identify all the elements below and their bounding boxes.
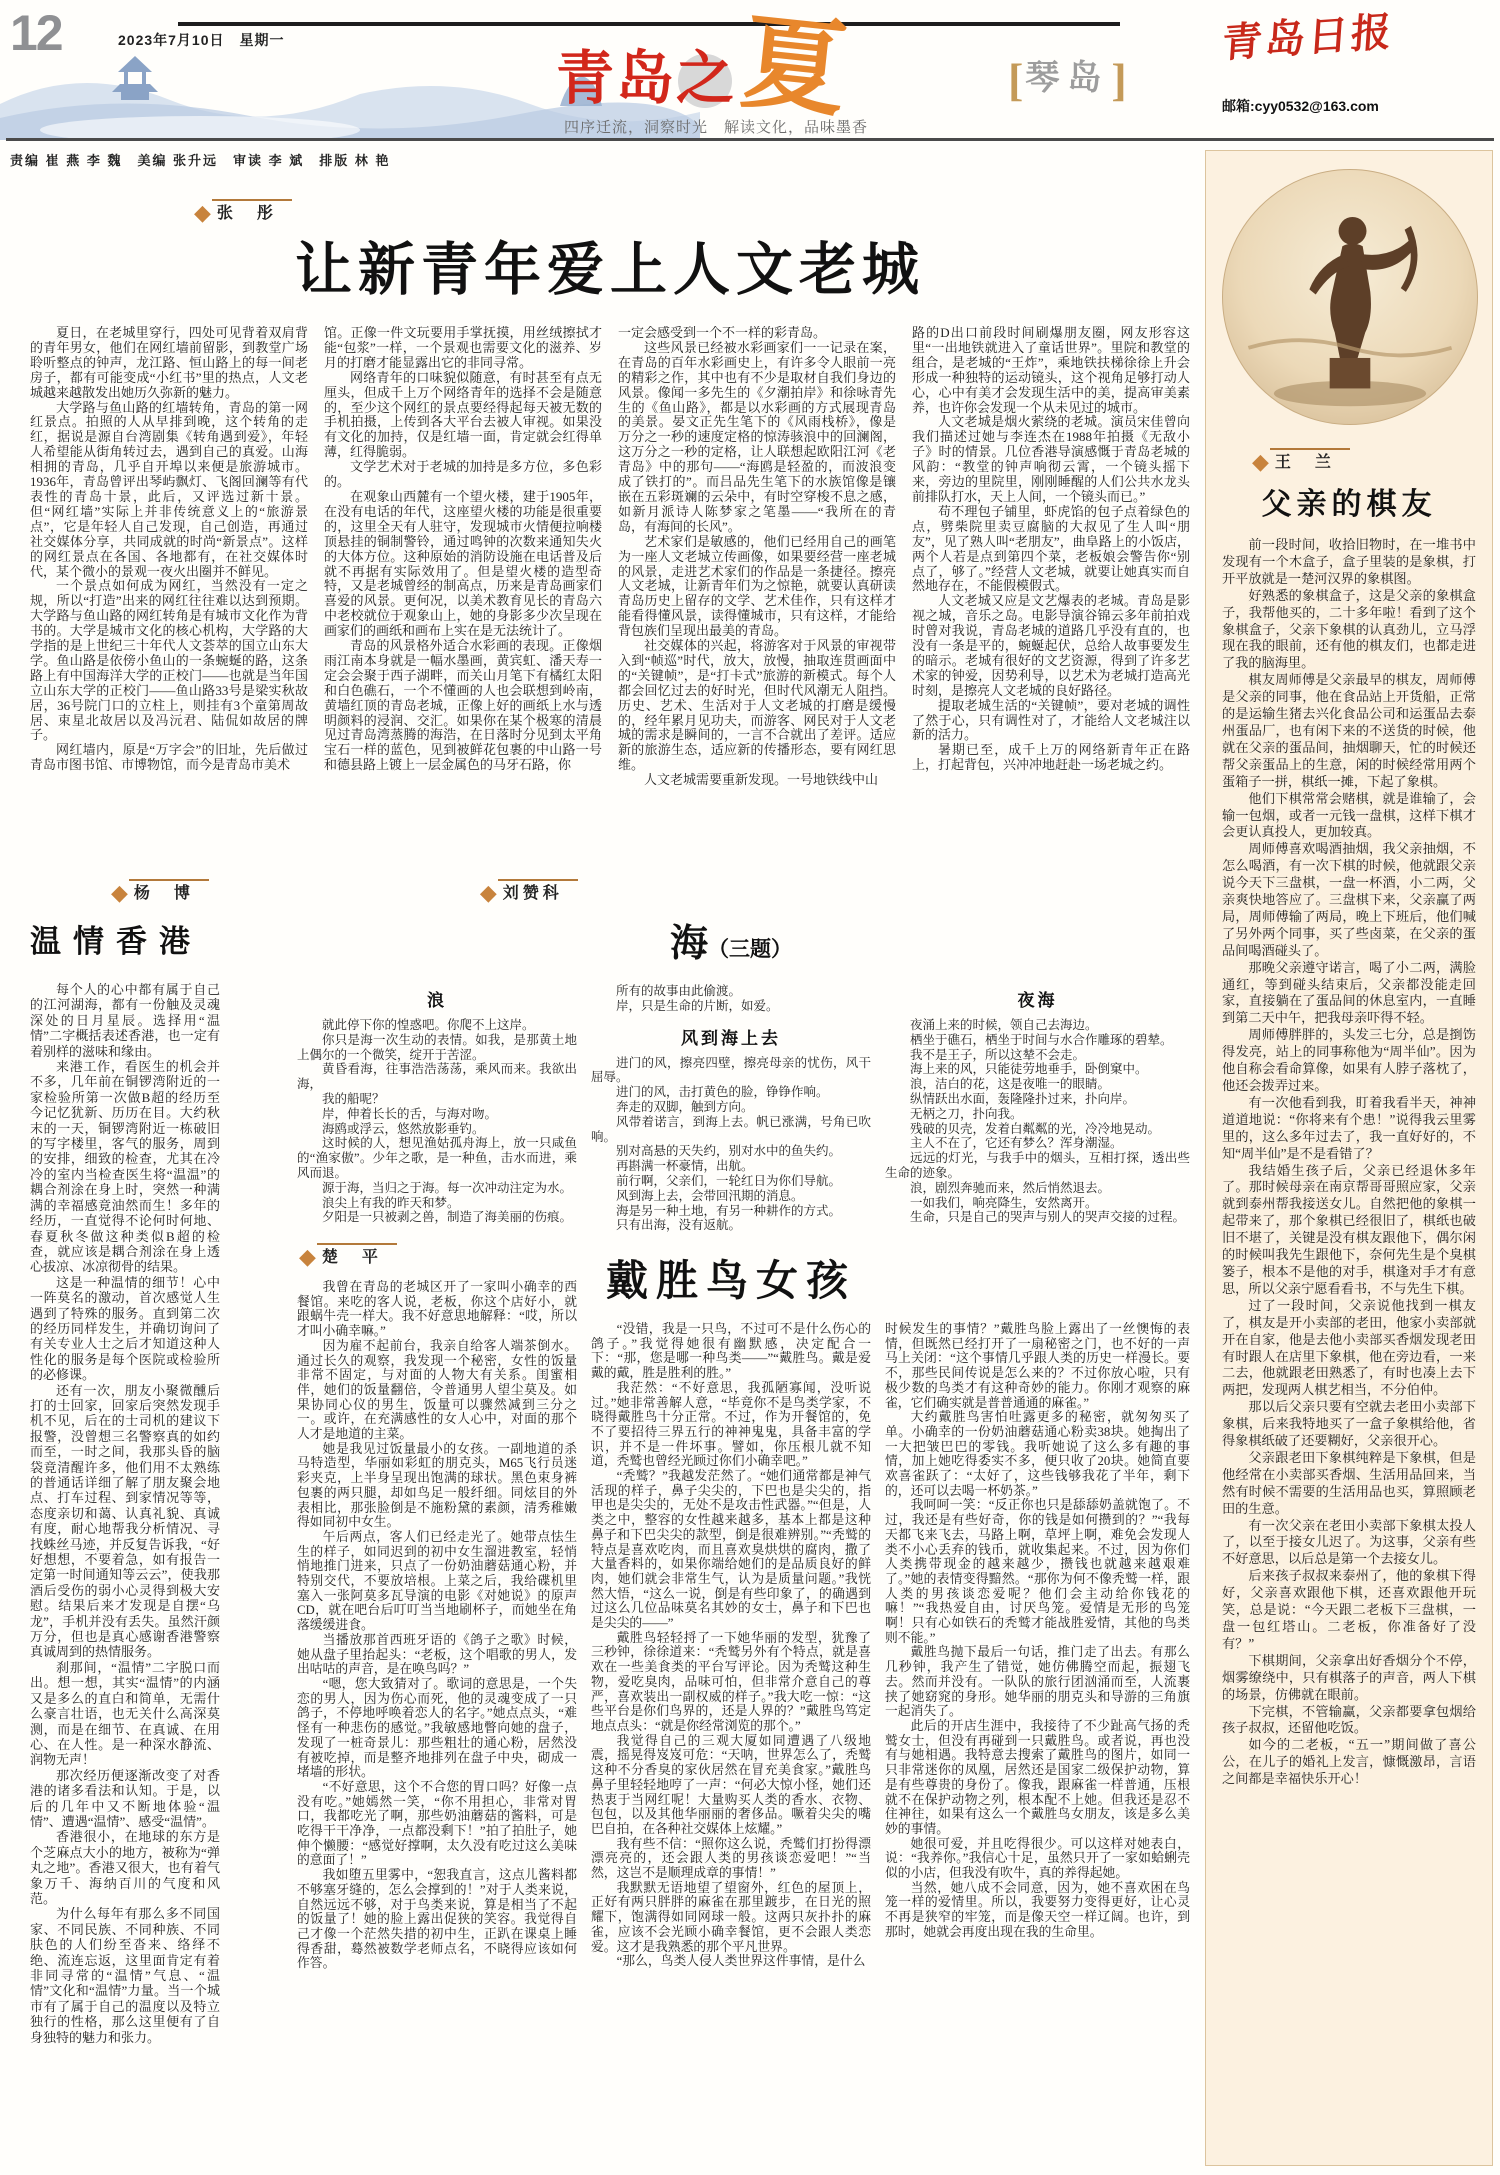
poem-lang: 浪 就此停下你的惶惑吧。你爬不上这岸。 你只是海一次生动的表情。如我，是那黄土地上偶尔的一个微笑，绽开于苦涩。 黄昏看海，往事浩浩荡荡，乘风而来。我欲出海， 我的船呢？ 岸，伸着长长的舌，与海对吻。 海鸥或浮云，悠然放影垂钓。 这时候的人，想见渔姑孤舟海上，放一只咸鱼的“渔家傲”。少年之歌，是一种鱼，击水而进，乘风而退。 源于海，当归之于海。每一次冲动注定为水。 浪尖上有我的昨天和梦。 夕阳是一只被剥之兽，制造了海美丽的伤痕。 xyxy=(297,984,577,1242)
essay-body: 每个人的心中都有属于自己的江河湖海，都有一份触及灵魂深处的日月星辰。选择用“温情”二字概括表述香港，也一定有着别样的滋味和缘由。 来港工作，看医生的机会并不多，几年前在铜锣湾附近的一家检验所第一次做B超的经历至今记忆犹新、历历在目。大约秋末的一天，铜锣湾附近一栋破旧的写字楼里，客气的服务，周到的安排，细致的检查，尤其在冷冷的室内当检查医生将“温温”的耦合剂涂在身上时，突然一种满满的幸福感竟油然而生！多年的经历，一直觉得不论何时何地、春夏秋冬做这种类似B超的检查，就应该是耦合剂涂在身上透心拔凉、冰凉彻骨的结果。 这是一种温情的细节！心中一阵莫名的激动，首次感觉人生遇到了特殊的服务。直到第二次的经历同样发生，并确切询问了有关专业人士之后才知道这种人性化的服务是每个医院或检验所的必修课。 还有一次，朋友小聚微醺后打的士回家，回家后突然发现手机不见，后在的士司机的建议下报警，没曾想三名警察真的如约而至，一时之间，我那头昏的脑袋竟清醒许多，他们用不太熟练的普通话详细了解了朋友聚会地点、打车过程、到家情况等等，态度亲切和蔼、认真礼貌、真诚有度，耐心地帮我分析情况、寻找蛛丝马迹，并反复告诉我，“好好想想，不要着急，如有报告一定第一时间通知等云云”，使我那酒后受伤的弱小心灵得到极大安慰。结果后来才发现是自摆“乌龙”，手机并没有丢失。虽然汗颜万分，但也是真心感谢香港警察真诚周到的热情服务。 刹那间，“温情”二字脱口而出。想一想，其实“温情”的内涵又是多么的直白和简单，无需什么豪言壮语，也无关什么高深莫测，而是在细节、在真诚、在用心、在人性。是一种深水静流、润物无声！ 那次经历便逐渐改变了对香港的诸多看法和认知。于是，以后的几年中又不断地体验“温情”、遭遇“温情”、感受“温情”。 香港很小，在地球的东方是个芝麻点大小的地方，被称为“弹丸之地”。香港又很大，也有着气象万千、海纳百川的气度和风范。 为什么每年有那么多不同国家、不同民族、不同种族、不同肤色的人们纷至沓来、络绎不绝、流连忘返，这里面肯定有着非同寻常的“温情”气息、“温情”文化和“温情”力量。当一个城市有了属于自己的温度以及特立独行的性格，那么这里便有了自身独特的魅力和张力。 xyxy=(30,982,220,2045)
diamond-icon: ◆ xyxy=(194,200,211,225)
byline-liuzanke: ◆ 刘赞科 xyxy=(478,880,563,904)
poem-subtitle-lang: 浪 xyxy=(427,991,447,1010)
diamond-icon: ◆ xyxy=(1252,449,1269,474)
byline-wanglan: ◆ 王 兰 xyxy=(1250,449,1335,473)
sea-title-row xyxy=(297,912,1190,974)
byline-zhangtong: ◆ 张 彤 xyxy=(192,200,277,224)
masthead-tagline: 四序迁流，洞察时光 解读文化，品味墨香 xyxy=(564,120,869,136)
diamond-icon: ◆ xyxy=(479,880,497,905)
header-rule xyxy=(178,22,1120,26)
byline-chuping: ◆ 楚 平 xyxy=(297,1244,382,1268)
poem-subtitle-wind: 风到海上去 xyxy=(681,1028,781,1048)
statue-photo xyxy=(1222,169,1478,425)
masthead xyxy=(556,4,916,138)
sidebar-title: 父亲的棋友 xyxy=(1261,488,1437,521)
newspaper-brand-calligraphy: 青岛日报 xyxy=(1220,8,1396,67)
sea-columns xyxy=(297,984,1190,1242)
masthead-title: 青岛之 xyxy=(556,46,737,111)
sidebar-box xyxy=(1205,150,1493,2166)
sea-title-suffix: （三题） xyxy=(708,937,792,961)
main-col-1: 夏日，在老城里穿行，四处可见背着双肩背的青年男女，他们在网红墙前留影，到教堂广场聆听整点的钟声，龙江路、恒山路上的每一间老房子，都有可能变成“小红书”里的热点，人文老城越来越散发出她历久弥新的魅力。 大学路与鱼山路的红墙转角，青岛的第一网红景点。拍照的人从早排到晚，这个转角的走红，据说是源自台湾剧集《转角遇到爱》，年轻人希望能从街角转过去，遇到自己的真爱。山海相拥的青岛，几乎自开埠以来便是旅游城市。1936年，青岛曾评出琴屿飘灯、飞阁回澜等有代表性的青岛十景，此后，又评选过新十景。但“网红墙”实际上并非传统意义上的“旅游景点”，它是年轻人自己发现，自己创造，再通过社交媒体分享，共同成就的时尚“新景点”。这样的网红景点在各国、各地都有，在社交媒体时代，某个微小的景观一夜火出圈并不鲜见。 一个景点如何成为网红，当然没有一定之规，所以“打造”出来的网红往往难以达到预期。大学路与鱼山路的网红转角是有城市文化作为背书的。大学是城市文化的核心机构，大学路的大学指的是上世纪三十年代人文荟萃的国立山东大学。鱼山路是依傍小鱼山的一条蜿蜒的路，这条路上有中国海洋大学的正校门——也就是当年国立山东大学的正校门——鱼山路33号是梁实秋故居，36号院门口的立柱上，则挂有3个童第周故居、束星北故居以及冯沅君、陆侃如故居的牌子。 网红墙内，原是“万字会”的旧址，先后做过青岛市图书馆、市博物馆，而今是青岛市美术 xyxy=(30,326,308,773)
bird-col-1: 我曾在青岛的老城区开了一家叫小确幸的西餐馆。来吃的客人说，老板，你这个店好小，就跟蜗牛壳一样大。我不好意思地解释：“哎，所以才叫小确幸嘛。” 因为雇不起前台，我亲自给客人端茶倒水。通过长久的观察，我发现一个秘密，女性的饭量非常不固定，与对面的人物大有关系。闺蜜相伴，她们的饭量翻倍，令普通男人望尘莫及。如果协同心仪的男生，饭量可以骤然减到三分之一。或许，在充满感性的女人心中，对面的那个人才是地道的主菜。 她是我见过饭量最小的女孩。一副地道的杀马特造型，华丽如彩虹的朋克头，M65飞行员迷彩夹克，上半身呈现出饱满的球状。黑色束身裤包裹的两只腿，却如鸟足一般纤细。同炫目的外表相比，那张脸倒是不施粉黛的素颜，清秀稚嫩得如同初中女生。 午后两点，客人们已经走光了。她带点怯生生的样子，如同迟到的初中女生溜进教室，轻悄悄地推门进来，只点了一份奶油蘑菇通心粉，并特别交代，不要放培根。上菜之后，我给碟机里塞入一张阿莫多瓦导演的电影《对她说》的原声CD，就在吧台后叮叮当当地刷杯子，而她坐在角落缓缓进食。 当播放那首西班牙语的《鸽子之歌》时候，她从盘子里抬起头：“老板，这个唱歌的男人，发出咕咕的声音，是在唤鸟吗？” “嗯，您大致猜对了。歌词的意思是，一个失恋的男人，因为伤心而死，他的灵魂变成了一只鸽子，不停地呼唤着恋人的名字。”她点点头，“难怪有一种悲伤的感觉。”我敏感地瞥向她的盘子，发现了一桩奇景儿：那些粗壮的通心粉，居然没有被吃掉，而是整齐地排列在盘子中央，砌成一堵墙的形状。 “不好意思，这个不合您的胃口吗？好像一点没有吃。”她嫣然一笑，“你不用担心，非常对胃口，我都吃光了啊，那些奶油蘑菇的酱料，可是吃得干干净净，一点都没剩下！”拍了拍肚子，她伸个懒腰：“感觉好撑啊，太久没有吃过这么美味的意面了！” 我如堕五里雾中，“恕我直言，这点儿酱料都不够塞牙缝的，怎么会撑到的！”对于人类来说，自然远远不够，对于鸟类来说，算是相当了不起的饭量了！她的脸上露出促狭的笑容。我觉得自己才像一个茫然失措的初中生，正趴在课桌上睡得香甜，蓦然被数学老师点名，不晓得应该如何作答。 xyxy=(297,1280,577,1971)
editors-line: 责编 崔 燕 李 魏 美编 张升远 审读 李 斌 排版 林 艳 xyxy=(10,153,391,168)
sidebar-body: 前一段时间，收拾旧物时，在一堆书中发现有一个木盒子，盒子里装的是象棋，打开平放就是一楚河汉界的象棋图。 好熟悉的象棋盒子，这是父亲的象棋盒子，我帮他买的，二十多年啦！看到了这个象棋盒子，父亲下象棋的认真劲儿，立马浮现在我的眼前，还有他的棋友们，也都走进了我的脑海里。 棋友周师傅是父亲最早的棋友，周师傅是父亲的同事，他在食品站上开货船，正常的是运输生猪去兴化食品公司和运蛋品去泰州蛋品厂，也有闲下来的不送货的时候，他就在父亲的蛋品间，抽烟聊天，忙的时候还帮父亲蛋品上的生意，闲的时候经常用两个蛋箱子一拼，棋纸一摊，下起了象棋。 他们下棋常常会赌棋，就是谁输了，会输一包烟，或者一元钱一盘棋，这样下棋才会更认真投人，更加较真。 周师傅喜欢喝酒抽烟，我父亲抽烟，不怎么喝酒，有一次下棋的时候，他就跟父亲说今天下三盘棋，一盘一杯酒，小二两，父亲爽快地答应了。三盘棋下来，父亲赢了两局，周师傅输了两局，晚上下班后，他们喊了另外两个同事，买了些卤菜，在父亲的蛋品间喝酒碰头了。 那晚父亲遵守诺言，喝了小二两，满脸通红，等到碰头结束后，父亲都没能走回家，直接躺在了蛋品间的休息室内，一直睡到第二天中午，把我母亲吓得不轻。 周师傅胖胖的，头发三七分，总是捯饬得发亮，站上的同事称他为“周半仙”。因为他自称会看命算像，如果有人脖子落枕了，他还会拨弄过来。 有一次他看到我，盯着我看半天，神神道道地说：“你将来有个患！”说得我云里雾里的，这么多年过去了，我一直好好的，不知“周半仙”是不是看错了？ 我结婚生孩子后，父亲已经退休多年了。那时候母亲在南京帮哥哥照应家，父亲就到泰州帮我接送女儿。自然把他的象棋一起带来了，那个象棋已经很旧了，棋纸也破旧不堪了，关键是没有棋友跟他下，偶尔闲的时候叫我先生跟他下，奈何先生是个臭棋篓子，根本不是他的对手，棋逢对手才有意思，所以父亲宁愿看看书，不与先生下棋。 过了一段时间，父亲说他找到一棋友了，棋友是开小卖部的老田，他家小卖部就开在自家，他是去他小卖部买香烟发现老田有时跟人在店里下象棋，他在旁边看，一来二去，他就跟老田熟悉了，有时也凑上去下两把，发现两人棋艺相当，不分伯仲。 那以后父亲只要有空就去老田小卖部下象棋，后来我特地买了一盒子象棋给他，省得象棋纸破了还要糊好，父亲很开心。 父亲跟老田下象棋纯粹是下象棋，但是他经常在小卖部买香烟、生活用品回来，当然有时候不需要的生活用品也买，算照顾老田的生意。 有一次父亲在老田小卖部下象棋太投人了，以至于接女儿迟了。为这事，父亲有些不好意思，以后总是第一个去接女儿。 后来孩子叔叔来泰州了，他的象棋下得好，父亲喜欢跟他下棋，还喜欢跟他开玩笑，总是说：“今天跟二老板下三盘棋，一盘一包红塔山。二老板，你准备好了没有？” 下棋期间，父亲拿出好香烟分个不停，烟雾缭绕中，只有棋落子的声音，两人下棋的场景，仿佛就在眼前。 下完棋，不管输赢，父亲都要拿包烟给孩子叔叔，还留他吃饭。 如今的二老板，“五一”期间做了喜公公，在儿子的婚礼上发言，慷慨激昂，言语之间都是幸福快乐开心！ xyxy=(1222,537,1476,1787)
main-col-3: 一定会感受到一个不一样的彩青岛。 这些风景已经被水彩画家们一一记录在案，在青岛的百年水彩画史上，有许多令人眼前一亮的精彩之作，其中也有不少是取材自我们身边的风景。像闻一多先生的《夕潮拍岸》和徐咏青先生的《鱼山路》，都是以水彩画的方式展现青岛的美景。晏文正先生笔下的《风雨栈桥》，像是万分之一秒的速度定格的惊涛骇浪中的回澜阁，这万分之一秒的定格，让人联想起欧阳江河《老青岛》中的那句——“海鸥是轻盈的，而波浪变成了铁打的”。而吕品先生笔下的水族馆像是镶嵌在五彩斑斓的云朵中，有时空穿梭不息之感，如新月派诗人陈梦家之笔墨——“我所在的青岛，有海间的长风”。 艺术家们是敏感的，他们已经用自己的画笔为一座人文老城立传画像，如果要经营一座老城的风景，走进艺术家们的作品是一条捷径。擦亮人文老城，让新青年们为之惊艳，就要认真研读青岛历史上留存的文学、艺术佳作，只有这样才能看得懂风景，读得懂城市，只有这样，才能给背包族们呈现出最美的青岛。 社交媒体的兴起，将游客对于风景的审视带入到“帧巡”时代，放大，放慢，抽取连贯画面中的“关键帧”，是“打卡式”旅游的新模式。每个人都会回忆过去的好时光，但时代风潮无人阻挡。历史、艺术、生活对于人文老城的打磨是缓慢的，经年累月见功夫，而游客、网民对于人文老城的需求是瞬间的，一言不合就出了差评。适应新的旅游生态，适应新的传播形态，要有网红思维。 人文老城需要重新发现。一号地铁线中山 xyxy=(618,326,896,788)
divider-rule xyxy=(6,138,1494,141)
essay-title: 温情香港 xyxy=(30,924,202,959)
diamond-icon: ◆ xyxy=(110,880,128,905)
bird-col-3: 时候发生的事情？”戴胜鸟脸上露出了一丝懊悔的表情，但既然已经打开了一扇秘密之门，也不好的一声马上关闭：“这个事情几乎跟人类的历史一样漫长。要不，那些民间传说是怎么来的？不过你放心啦，只有极少数的鸟类才有这种奇妙的能力。你刚才观察的麻雀，它们确实就是普普通通的麻雀。” 大约戴胜鸟害怕吐露更多的秘密，就匆匆买了单。小确幸的一份奶油蘑菇通心粉卖38块。她掏出了一大把皱巴巴的零钱。我听她说了这么多有趣的事情，加上她吃得委实不多，便只收了20块。她简直要欢喜雀跃了：“太好了，这些钱够我花了半年，剩下的，还可以去喝一杯奶茶。” 我呵呵一笑：“反正你也只是舔舔奶盖就饱了。不过，我还是有些好奇，你的钱是如何攒到的？”“我每天都飞来飞去，马路上啊，草坪上啊，难免会发现人类不小心丢弃的钱币，就收集起来。不过，因为你们人类携带现金的越来越少，攒钱也就越来越艰难了。”她的表情变得黯然。“那你为何不像秃鹫一样，跟人类的男孩谈恋爱呢？他们会主动给你钱花的嘛！”“我热爱自由，讨厌鸟笼。爱情是无形的鸟笼啊！只有心如铁石的秃鹫才能战胜爱情，其他的鸟类则不能。” 戴胜鸟抛下最后一句话，推门走了出去。有那么几秒钟，我产生了错觉，她仿佛腾空而起，振翅飞去。然而并没有。一队队的旅行团汹涌而至，人流裹挟了她窈窕的身形。她华丽的朋克头和导游的三角旗一起消失了。 此后的开店生涯中，我接待了不少趾高气扬的秃鹫女士，但没有再碰到一只戴胜鸟。或者说，再也没有与她相遇。我特意去搜索了戴胜鸟的图片，如同一只非常迷你的凤凰，居然还是国家二级保护动物，算是有些尊贵的身份了。像我，跟麻雀一样普通，压根就不在保护动物之列，根本配不上她。但我还是忍不住神往，如果有这么一个戴胜鸟女朋友，该是多么美妙的事情。 她很可爱，并且吃得很少。可以这样对她表白，说：“我养你。”我信心十足，虽然只开了一家如蛤蜊壳似的小店，但我没有吹牛，真的养得起她。 当然，她八成不会同意，因为，她不喜欢困在鸟笼一样的爱情里。所以，我要努力变得更好，让心灵不再是狭窄的牢笼，而是像天空一样辽阔。也许，到那时，她就会再度出现在我的生命里。 xyxy=(885,1322,1190,1939)
page-number: 12 xyxy=(10,5,62,61)
byline-yangbo: ◆ 杨 博 xyxy=(109,880,194,904)
statue-figure-icon xyxy=(1309,217,1417,358)
sea-title: 海 xyxy=(669,923,708,965)
poem-wind: 所有的故事由此偷渡。 岸，只是生命的片断，如爱。 风到海上去 进门的风，擦亮四壁，擦亮母亲的忧伤，风干屈辱。 进门的风，击打黄色的脸，铮铮作响。 奔走的双脚，触到方向。 风带着诺言，到海上去。帆已涨满，号角已吹响。 别对高悬的天失约，别对水中的鱼失约。 再斟满一杯豪情，出航。 前行啊，父亲们，一轮红日为你们导航。 风到海上去，会带回汛期的消息。 海是另一种土地，有另一种耕作的方式。 只有出海，没有返航。 xyxy=(591,984,871,1233)
bird-title: 戴胜鸟女孩 xyxy=(605,1257,856,1304)
bird-col-2: “没错，我是一只鸟，不过可不是什么伤心的鸽子。”我觉得她很有幽默感，决定配合一下：“那，您是哪一种鸟类——”“戴胜鸟。戴是爱戴的戴，胜是胜利的胜。” 我茫然：“不好意思，我孤陋寡闻，没听说过。”她非常善解人意，“毕竟你不是鸟类学家，不晓得戴胜鸟十分正常。不过，作为开餐馆的，免不了要招待三界五行的神神鬼鬼，具备丰富的学识，并不是一件坏事。譬如，你压根儿就不知道，秃鹫也曾经光顾过你们小确幸吧。” “秃鹫？”我越发茫然了。“她们通常都是神气活现的样子，鼻子尖尖的，下巴也是尖尖的，指甲也是尖尖的，无处不是攻击性武器。”“但是，人类之中，整容的女性越来越多，基本上都是这种鼻子和下巴尖尖的款型，倒是很难辨别。”“秃鹫的特点是喜欢吃肉，而且喜欢臭烘烘的腐肉，撒了大量香料的，如果你端给她们的是品质良好的鲜肉，她们就会非常生气，认为是质量问题。”我恍然大悟，“这么一说，倒是有些印象了，的确遇到过这么几位品味莫名其妙的女士，鼻子和下巴也是尖尖的——” 戴胜鸟轻轻捋了一下她华丽的发型，犹豫了三秒钟，徐徐道来：“秃鹫另外有个特点，就是喜欢在一些美食类的平台写评论。因为秃鹫这种生物，爱吃臭肉，品味可怕，但非常介意自己的尊严，喜欢装出一副权威的样子。”我大吃一惊：“这些平台是你们鸟界的，还是人界的？”戴胜鸟笃定地点点头：“就是你经常浏览的那个。” 我觉得自己的三观大厦如同遭遇了八级地震，摇晃得岌岌可危：“天呐，世界怎么了，秃鹫这种不分香臭的家伙居然在冒充美食家。”戴胜鸟鼻子里轻轻地哼了一声：“何必大惊小怪，她们还热衷于当网红呢！大量购买人类的香水、衣物、包包，以及其他华丽丽的奢侈品。噘着尖尖的嘴巴自拍，在各种社交媒体上炫耀。” 我有些不信：“照你这么说，秃鹫们打扮得漂漂亮亮的，还会跟人类的男孩谈恋爱吧！”“当然，这岂不是顺理成章的事情！” 我默默无语地望了望窗外，红色的屋顶上，正好有两只胖胖的麻雀在那里踱步，在日光的照耀下，饱满得如同网球一般。这两只灰扑扑的麻雀，应该不会光顾小确幸餐馆，更不会跟人类恋爱。这才是我熟悉的那个平凡世界。 “那么，鸟类人侵人类世界这件事情，是什么 xyxy=(591,1322,871,1969)
main-col-2: 馆。正像一件文玩要用手掌抚摸，用丝绒擦拭才能“包浆”一样，一个景观也需要文化的滋养、岁月的打磨才能显露出它的非同寻常。 网络青年的口味貌似随意，有时甚至有点无厘头，但成千上万个网络青年的选择不会是随意的，至少这个网红的景点要经得起每天被无数的手机拍摄，上传到各大平台去被人审视。如果没有文化的加持，仅是红墙一面，肯定就会红得单薄，红得脆弱。 文学艺术对于老城的加持是多方位，多色彩的。 在观象山西麓有一个望火楼，建于1905年，在没有电话的年代，这座望火楼的功能是很重要的，这里全天有人驻守，发现城市火情便拉响楼顶悬挂的铜制警铃，通过鸣钟的次数来通知失火的大体方位。这种原始的消防设施在电话普及后就不再据有实际效用了。但是望火楼的造型奇特，又是老城曾经的制高点，历来是青岛画家们喜爱的风景。更何况，以美术教育见长的青岛六中老校就位于观象山上，她的身影多少次呈现在画家们的画纸和画布上实在是无法统计了。 青岛的风景格外适合水彩画的表现。正像烟雨江南本身就是一幅水墨画，黄宾虹、潘天寿一定会会聚于西子湖畔，而关山月笔下有橘红太阳和白色礁石，一个不懂画的人也会联想到岭南，黄墙红顶的青岛老城，正像上好的画纸上水与透明颜料的浸润、交汇。如果你在某个极寒的清晨见过青岛湾蒸腾的海浩，在日落时分见到太平角宝石一样的蓝色，见到被鲜花包裹的中山路一号和德县路上镀上一层金属色的马牙石路，你 xyxy=(324,326,602,773)
date-line: 2023年7月10日 星期一 xyxy=(118,32,285,48)
main-col-4: 路的D出口前段时间刷爆朋友圈，网友形容这里“一出地铁就进入了童话世界”。里院和教堂的组合，是老城的“王炸”，乘地铁扶梯徐徐上升会形成一种独特的运动镜头，这个视角足够打动人心，心中有美才会发现生活中的美，提高审美素养，也许你会发现一个从未见过的城市。 人文老城是烟火萦绕的老城。演员宋佳曾向我们描述过她与李连杰在1988年拍摄《无敌小子》时的情景。几位香港导演感慨于青岛老城的风韵：“教堂的钟声响彻云霄，一个镜头摇下来，旁边的里院里，刚刚睡醒的人们公共水龙头前排队打水，天上人间，一个镜头而已。” 苟不理包子铺里，虾虎馅的包子点着绿色的点，劈柴院里卖豆腐脑的大叔见了生人叫“朋友”，见了熟人叫“老朋友”，曲阜路上的小饭店，两个人若是点到第四个菜，老板娘会警告你“别点了，够了。”经营人文老城，就要让她真实而自然地存在，不能假模假式。 人文老城又应是文艺爆表的老城。青岛是影视之城，音乐之岛。电影导演谷锦云多年前拍戏时曾对我说，青岛老城的道路几乎没有直的，也没有一条是平的，蜿蜒起伏，总给人故事要发生的暗示。老城有很好的文艺资源，得到了许多艺术家的钟爱，因势利导，以艺术为老城打造高光时刻，是擦亮人文老城的良好路径。 提取老城生活的“关键帧”，要对老城的调性了然于心，只有调性对了，才能给人文老城注以新的活力。 暑期已至，成千上万的网络新青年正在路上，打起背包，兴冲冲地赶赴一场老城之约。 xyxy=(912,326,1190,773)
diamond-icon: ◆ xyxy=(299,1244,316,1269)
bird-story xyxy=(297,1244,1190,2169)
contact-email: 邮箱:cyy0532@163.com xyxy=(1222,98,1379,114)
poem-subtitle-night: 夜海 xyxy=(1017,991,1058,1010)
section-label: [琴岛] xyxy=(1008,54,1127,105)
masthead-xia-calligraphy: 夏 xyxy=(736,4,852,131)
main-headline: 让新青年爱上人文老城 xyxy=(295,238,925,302)
main-article-columns xyxy=(30,326,1190,848)
poem-night: 夜海 夜涌上来的时候，领自己去海边。 栖坐于礁石，栖坐于时间与水合作雕琢的碧辇。 我不是王子，所以这辇不会走。 海上来的风，只能徒劳地垂手，卧倒窠中。 浪，洁白的花，这是夜唯一的眼睛。 纵情跃出水面，轰隆隆扑过来，扑向岸。 无柄之刀，扑向我。 残破的贝壳，发着白粼粼的光，冷冷地晃动。 主人不在了，它还有梦么？浑身潮湿。 远远的灯光，与我手中的烟头，互相打探，透出些生命的迹象。 浪，剧烈奔驰而来，然后悄然退去。 一如我们，响亮降生，安然离开。 生命，只是自己的哭声与别人的哭声交接的过程。 xyxy=(885,984,1190,1242)
